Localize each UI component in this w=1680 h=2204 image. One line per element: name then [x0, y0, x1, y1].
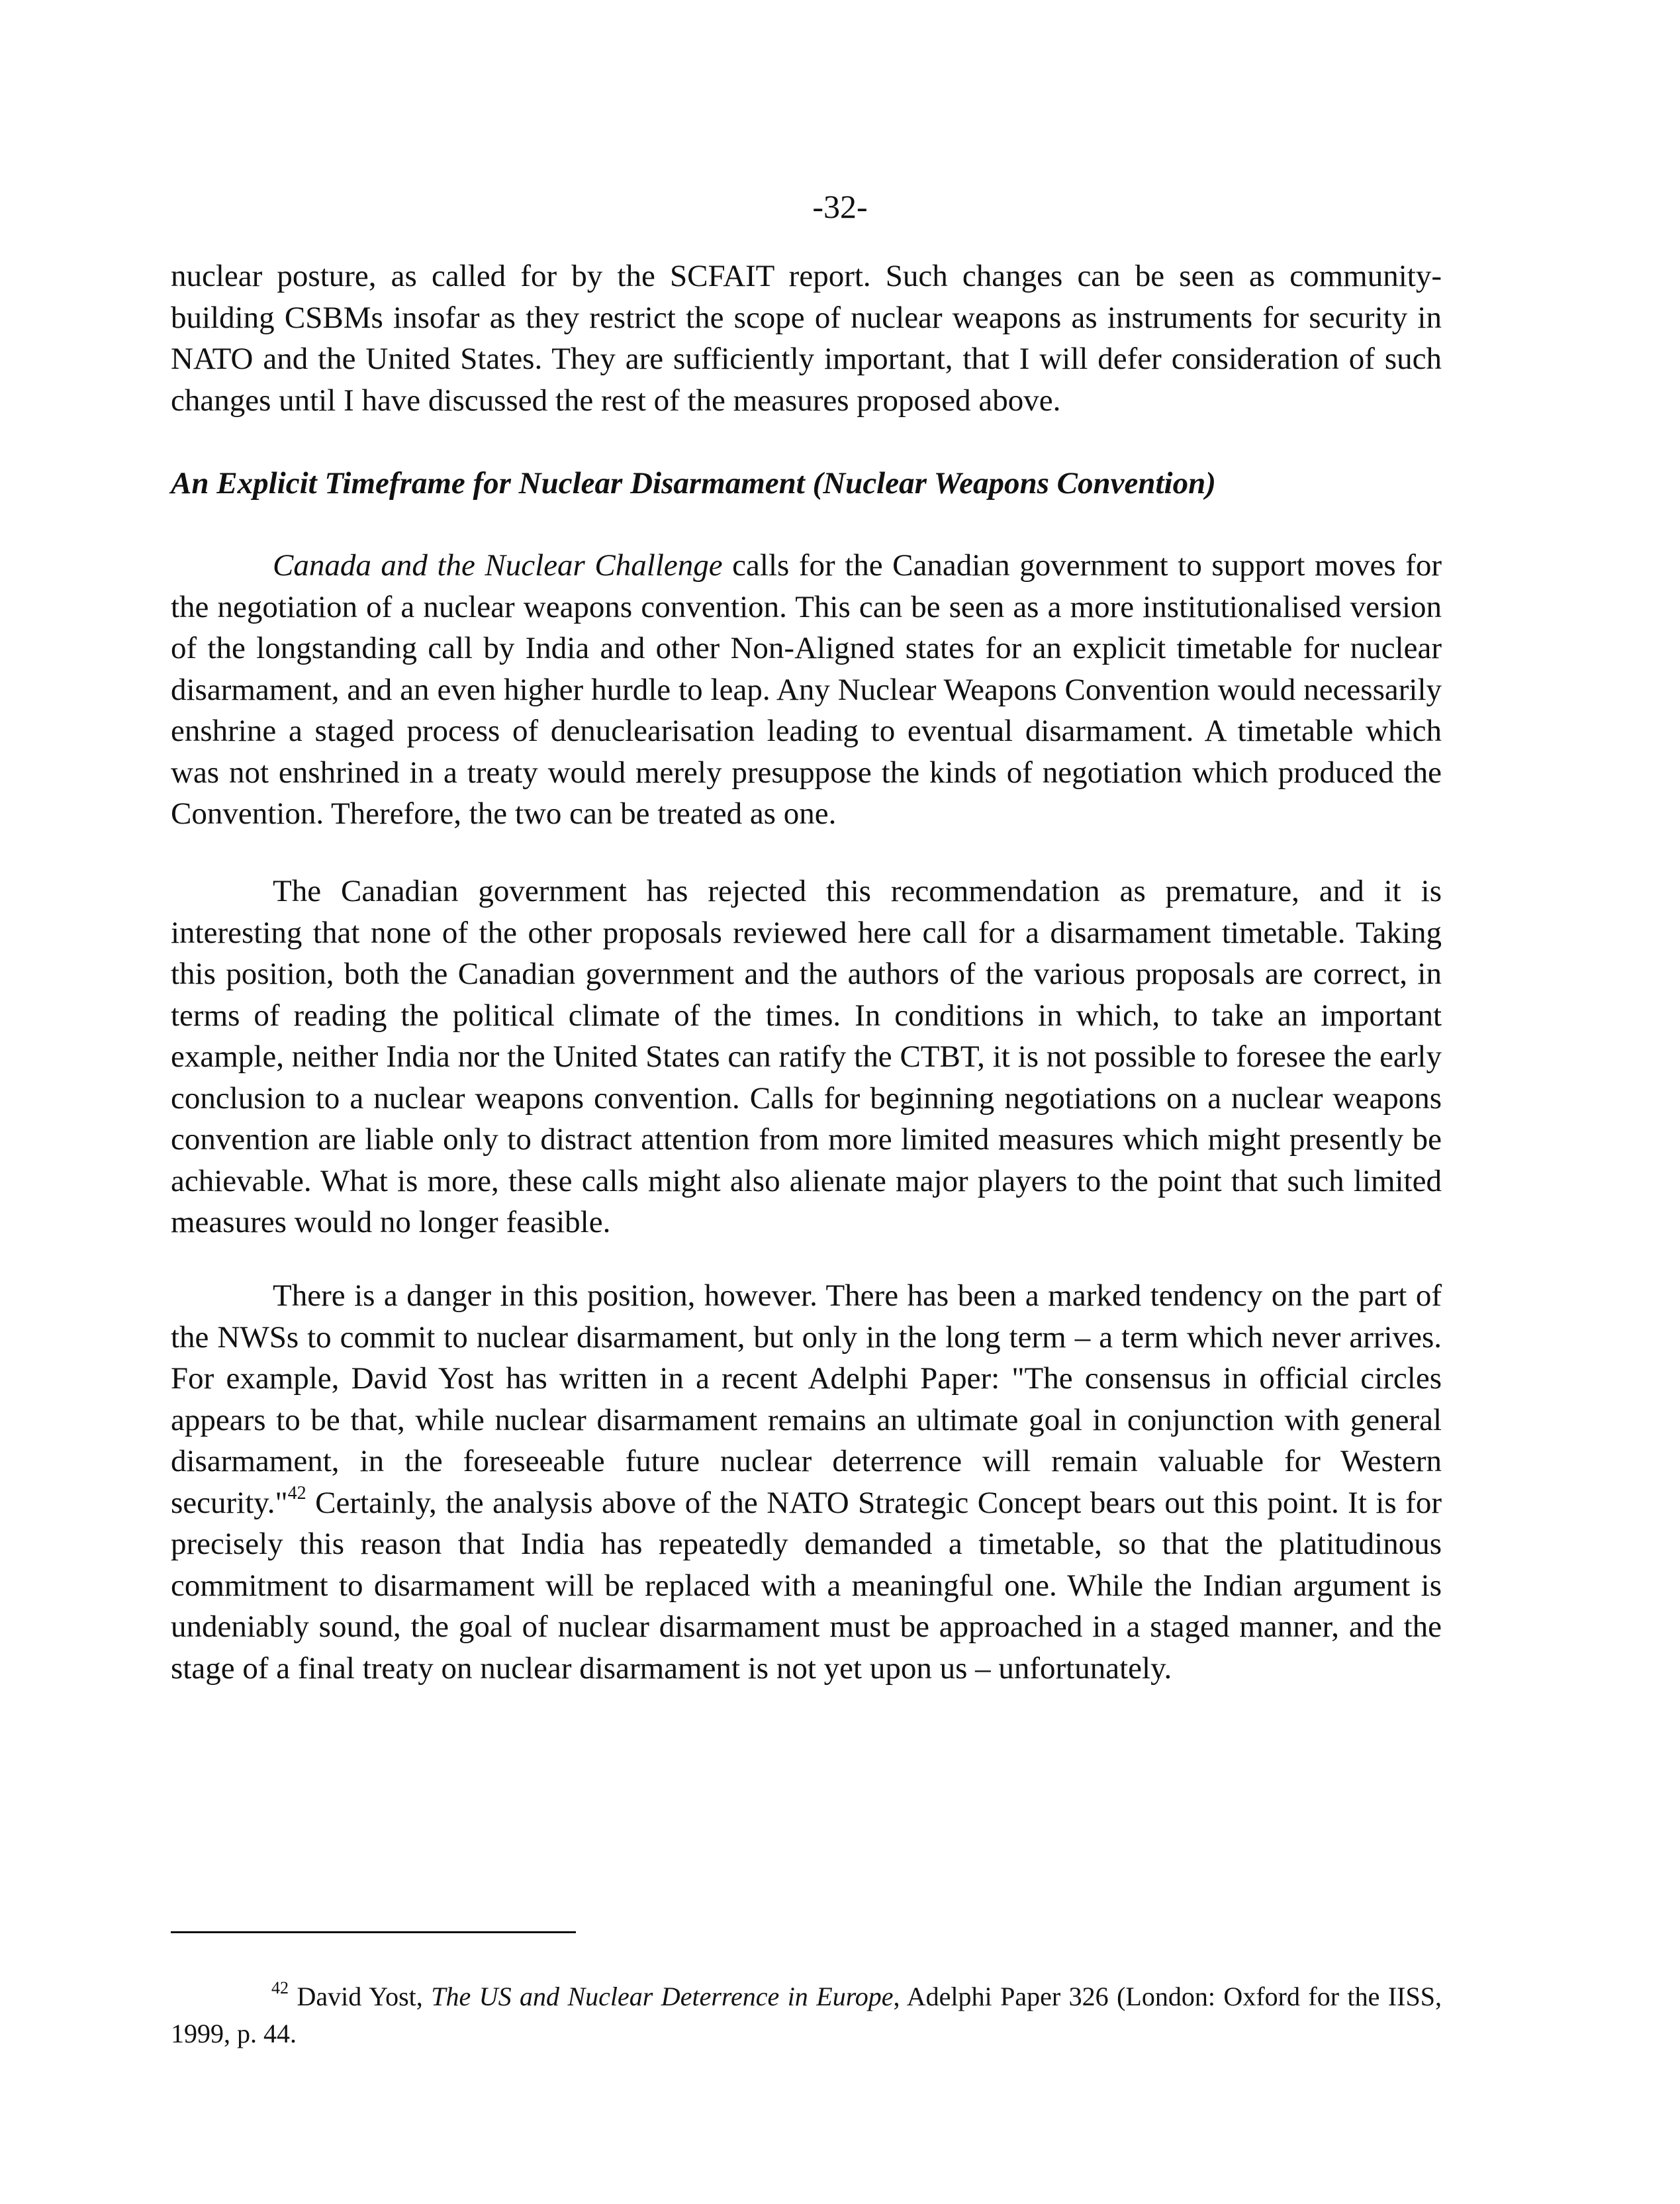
paragraph-4-text-after: Certainly, the analysis above of the NATO Strategic Concept bears out this point. It is for precisely this reason that India has repeatedly demanded a timetable, so that the platitudinous commitment to disarmament will be replaced with a meaningful one. While the Indian argument is undeniably sound, the goal of nuclear disarmament must be approached in a staged manner, and the stage of a final treaty on nuclear disarmament is not yet upon us – unfortunately. — [171, 1485, 1442, 1686]
paragraph-1: nuclear posture, as called for by the SCFAIT report. Such changes can be seen as community-building CSBMs insofar as they restrict the scope of nuclear weapons as instruments for security in NATO and the United States. They are sufficiently important, that I will defer consideration of such changes until I have discussed the rest of the measures proposed above. — [171, 259, 1442, 418]
footnote-details: , Adelphi Paper 326 (London: Oxford for the IISS, 1999, p. 44. — [171, 1982, 1442, 2048]
paragraph-4-text-before: There is a danger in this position, however. There has been a marked tendency on the part of the NWSs to commit to nuclear disarmament, but only in the long term – a term which never arrives. For example, David Yost has written in a recent Adelphi Paper: "The consensus in official circles appears to be that, while nuclear disarmament remains an ultimate goal in conjunction with general disarmament, in the foreseeable future nuclear deterrence will remain valuable for Western security." — [171, 1278, 1442, 1520]
paragraph-3: The Canadian government has rejected this recommendation as premature, and it is interesting that none of the other proposals reviewed here call for a disarmament timetable. Taking this position, both the Canadian government and the authors of the various proposals are correct, in terms of reading the political climate of the times. In conditions in which, to take an important example, neither India nor the United States can ratify the CTBT, it is not possible to foresee the early conclusion to a nuclear weapons convention. Calls for beginning negotiations on a nuclear weapons convention are liable only to distract attention from more limited measures which might presently be achievable. What is more, these calls might also alienate major players to the point that such limited measures would no longer feasible. — [171, 874, 1442, 1239]
book-title: Canada and the Nuclear Challenge — [273, 548, 723, 583]
section-heading: An Explicit Timeframe for Nuclear Disarmament (Nuclear Weapons Convention) — [171, 466, 1216, 501]
page-number: -32- — [812, 188, 868, 225]
footnote — [171, 1978, 1442, 2052]
paragraph-2-text: calls for the Canadian government to support moves for the negotiation of a nuclear weapons convention. This can be seen as a more institutionalised version of the longstanding call by India and other Non-Aligned states for an explicit timetable for nuclear disarmament, and an even higher hurdle to leap. Any Nuclear Weapons Convention would necessarily enshrine a staged process of denuclearisation leading to eventual disarmament. A timetable which was not enshrined in a treaty would merely presuppose the kinds of negotiation which produced the Convention. Therefore, the two can be treated as one. — [171, 548, 1442, 831]
footnote-divider — [171, 1931, 576, 1933]
paragraph-2 — [171, 545, 1442, 835]
paragraph-4 — [171, 1275, 1442, 1689]
footnote-title: The US and Nuclear Deterrence in Europe — [431, 1982, 894, 2011]
footnote-author: David Yost, — [289, 1982, 432, 2011]
footnote-reference[interactable]: 42 — [287, 1482, 306, 1504]
footnote-number: 42 — [271, 1978, 289, 1997]
